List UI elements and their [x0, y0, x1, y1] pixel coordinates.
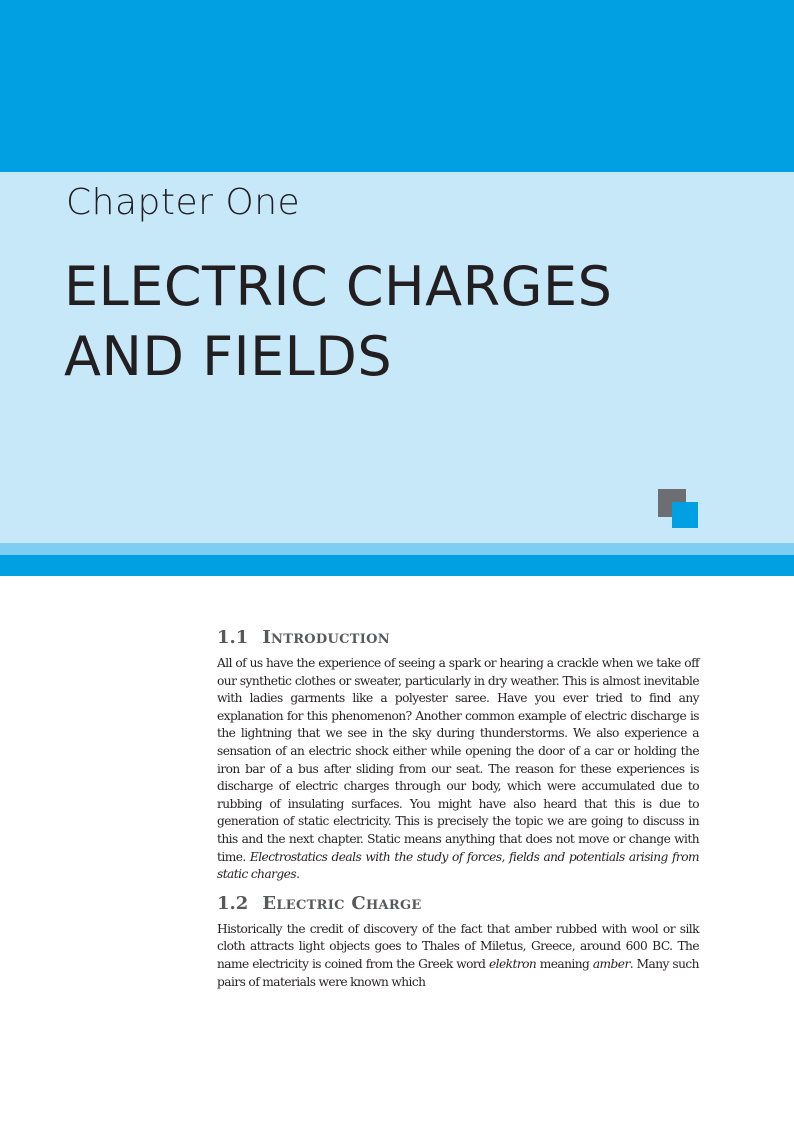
paragraph-end: .: [296, 867, 300, 882]
section-heading-introduction: [217, 626, 699, 650]
chapter-title: [64, 252, 612, 392]
paragraph-emphasis: Electrostatics deals with the study of forces, fields and potentials arising from static charges: [217, 849, 699, 882]
electric-charge-paragraph: [217, 921, 699, 991]
chapter-title-line-2: AND FIELDS: [64, 325, 393, 388]
section-heading-electric-charge: [217, 892, 699, 916]
section-title: Electric Charge: [262, 892, 422, 914]
section-title: Introduction: [262, 627, 390, 648]
section-number: 1.1: [217, 627, 249, 648]
paragraph-emphasis-elektron: elektron: [488, 956, 537, 971]
chapter-body: [217, 626, 699, 999]
header-band: [0, 0, 794, 172]
decorative-blue-square: [672, 502, 698, 528]
divider-strip-light: [0, 543, 794, 555]
introduction-paragraph: [217, 655, 699, 884]
paragraph-end: . Many such pairs of materials were known which: [217, 956, 699, 989]
section-number: 1.2: [217, 892, 249, 914]
chapter-title-line-1: ELECTRIC CHARGES: [64, 255, 613, 318]
paragraph-text: All of us have the experience of seeing a spark or hearing a crackle when we take off our synthetic clothes or sweater, particularly in dry weather. This is almost inevitable with ladies garments like a polyester saree. Have you ever tried to find any explanation for this phenomenon? Another common example of electric discharge is the lightning that we see in the sky during thunderstorms. We also experience a sensation of an electric shock either while opening the door of a car or holding the iron bar of a bus after sliding from our seat. The reason for these experiences is discharge of electric charges through our body, which were accumulated due to rubbing of insulating surfaces. You might have also heard that this is due to generation of static electricity. This is precisely the topic we are going to discuss in this and the next chapter. Static means anything that does not move or change with time.: [217, 656, 699, 864]
divider-strip-dark: [0, 555, 794, 576]
paragraph-mid: meaning: [536, 956, 593, 971]
paragraph-text: Historically the credit of discovery of the fact that amber rubbed with wool or silk cloth attracts light objects goes to Thales of Miletus, Greece, around 600 BC. The name electricity is coined from the Greek word: [217, 921, 699, 971]
paragraph-emphasis-amber: amber: [592, 956, 630, 971]
chapter-label: Chapter One: [66, 182, 301, 223]
